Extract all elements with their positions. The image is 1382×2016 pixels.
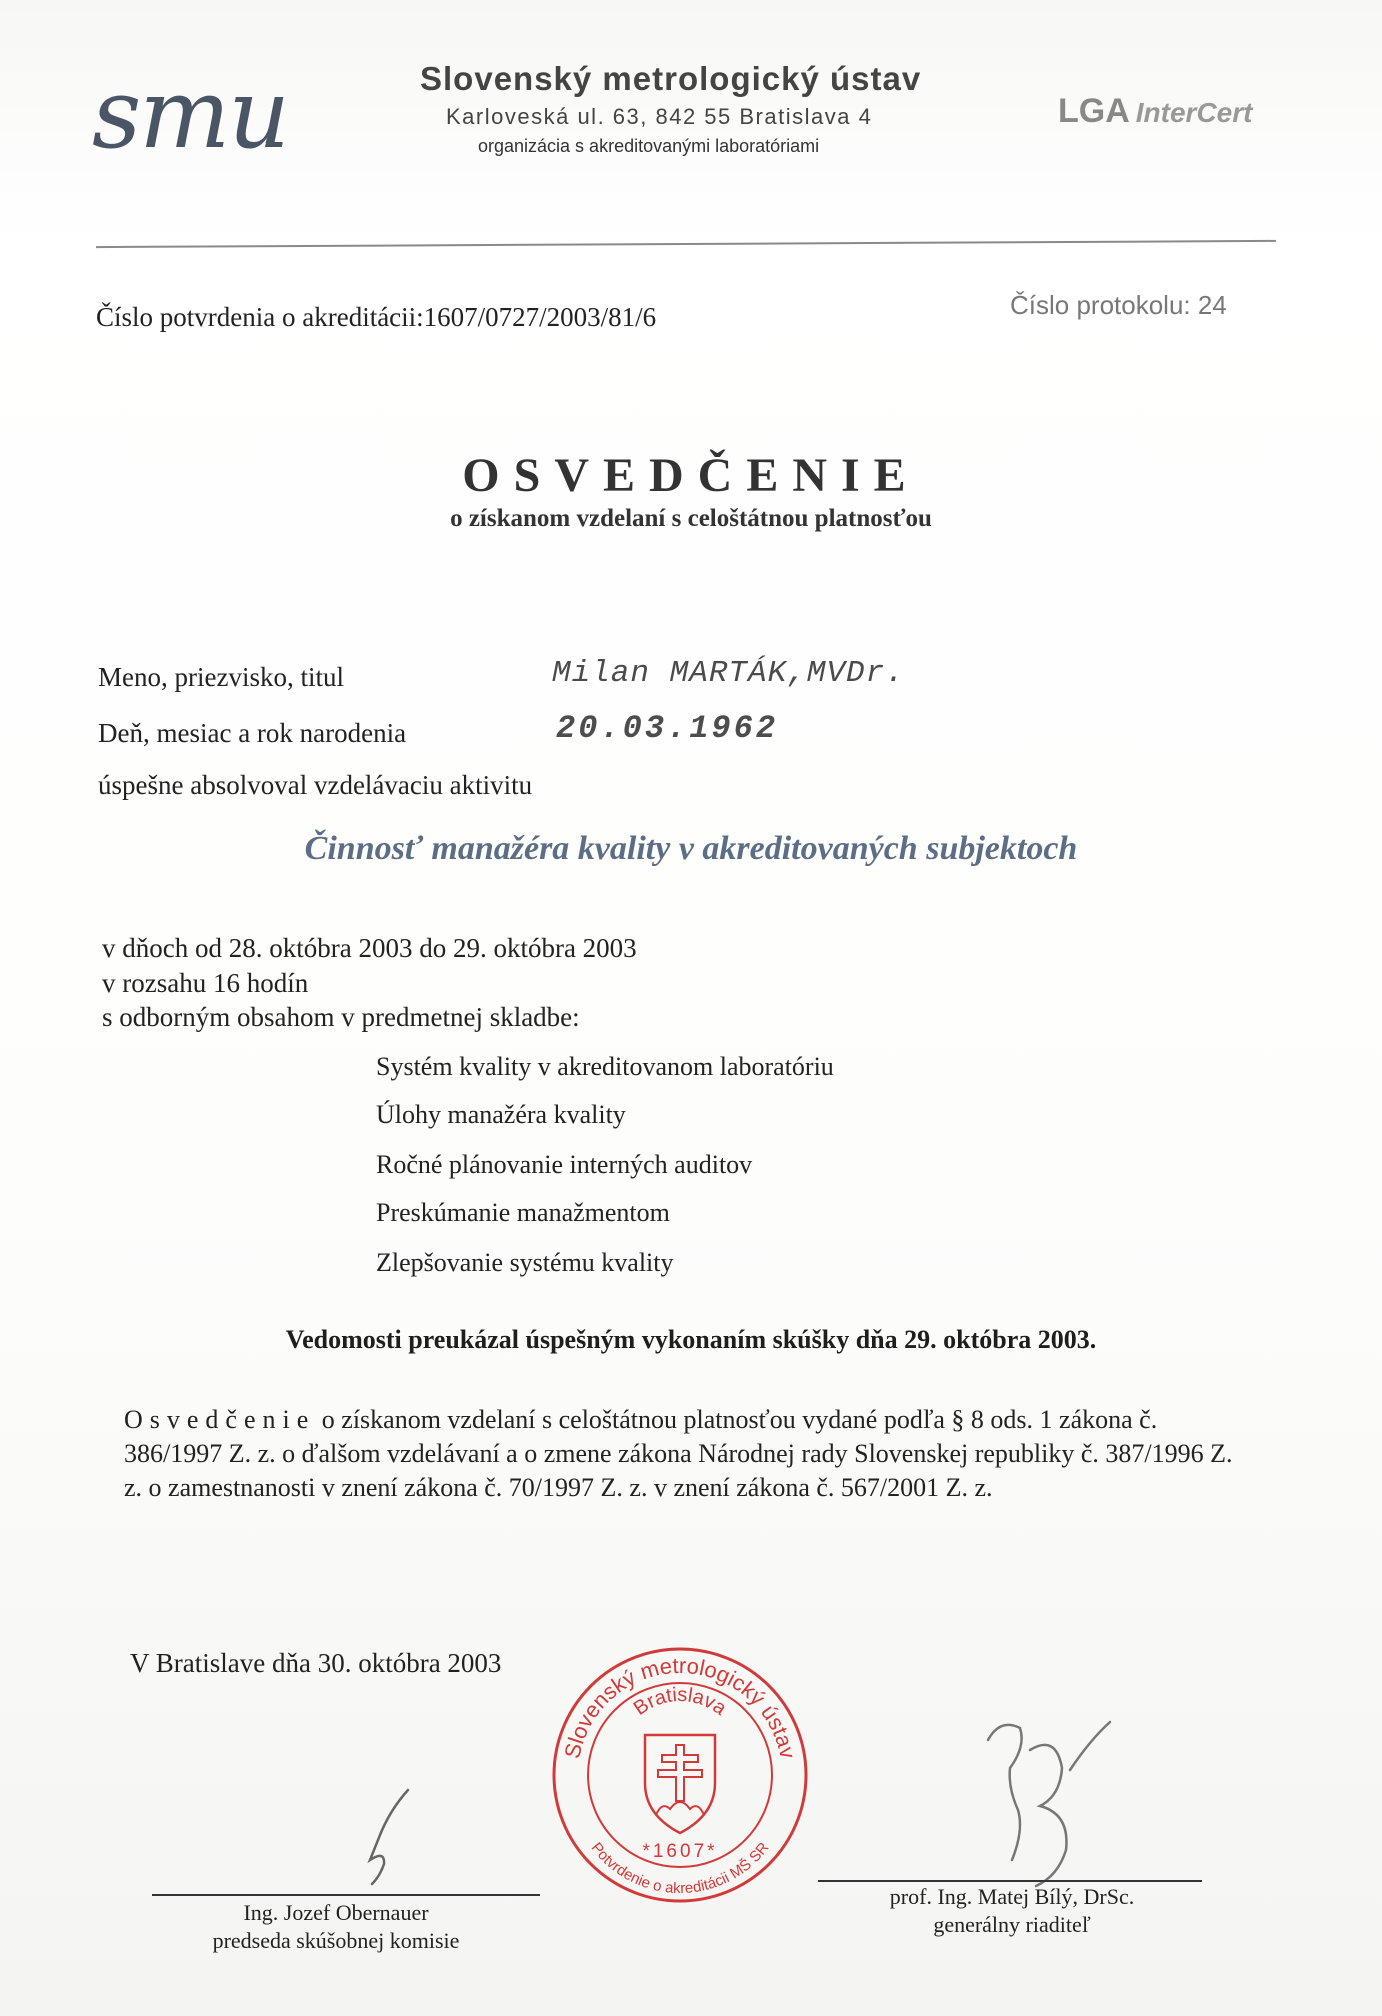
signature-right (960, 1710, 1130, 1900)
signature-left (330, 1780, 440, 1890)
topic-item: Zlepšovanie systému kvality (376, 1248, 674, 1277)
legal-text: o získanom vzdelaní s celoštátnou platnosťou vydané podľa § 8 ods. 1 zákona č. 386/1997 Z. z. o ďalšom vzdelávaní a o zmene zákona Národnej rady Slovenskej republiky č. 387/1996 Z. z. o zamestnanosti v znení zákona č. 70/1997 Z. z. v znení zákona č. 567/2001 Z. z. (124, 1405, 1233, 1502)
org-name: Slovenský metrologický ústav (420, 60, 922, 97)
seal-text-bottom: Potvrdenie o akreditácii MŠ SR (587, 1839, 773, 1898)
signatory-name: Ing. Jozef Obernauer (243, 1900, 429, 1925)
official-seal (548, 1643, 812, 1907)
name-value: Milan MARTÁK,MVDr. (552, 656, 905, 691)
topic-item: Systém kvality v akreditovanom laboratóriu (376, 1052, 834, 1081)
place-date: V Bratislave dňa 30. októbra 2003 (130, 1648, 502, 1678)
accreditation-number: Číslo potvrdenia o akreditácii:1607/0727/2003/81/6 (96, 302, 657, 332)
smu-logo: smu (92, 58, 289, 170)
lga-intercert-logo (1058, 92, 1252, 131)
page-title: OSVEDČENIE (462, 449, 920, 502)
org-note: organizácia s akreditovanými laboratóriami (478, 136, 820, 156)
protocol-number: Číslo protokolu: 24 (1010, 290, 1227, 320)
topic-item: Ročné plánovanie interných auditov (376, 1150, 753, 1179)
name-label: Meno, priezvisko, titul (98, 662, 344, 692)
dob-value: 20.03.1962 (556, 710, 779, 747)
intercert-logo-text: InterCert (1135, 97, 1253, 128)
page-subtitle: o získanom vzdelaní s celoštátnou platnosťou (450, 505, 932, 532)
course-hours: v rozsahu 16 hodín (102, 968, 309, 998)
signature-line-left (152, 1894, 540, 1896)
signatory-role: predseda skúšobnej komisie (212, 1928, 460, 1953)
exam-statement: Vedomosti preukázal úspešným vykonaním skúšky dňa 29. októbra 2003. (285, 1325, 1097, 1354)
seal-number: *1607* (642, 1841, 718, 1862)
legal-paragraph (124, 1403, 1244, 1505)
org-address: Karloveská ul. 63, 842 55 Bratislava 4 (446, 104, 873, 129)
course-dates: v dňoch od 28. októbra 2003 do 29. októbra 2003 (102, 933, 637, 963)
coat-of-arms-icon (645, 1735, 715, 1833)
header-divider (96, 240, 1276, 248)
seal-inner-ring (588, 1683, 772, 1867)
completed-text: úspešne absolvoval vzdelávaciu aktivitu (98, 770, 533, 800)
course-title: Činnosť manažéra kvality v akreditovaných subjektoch (304, 830, 1078, 867)
signatory-name: prof. Ing. Matej Bílý, DrSc. (889, 1884, 1135, 1909)
legal-lead-word: Osvedčenie (124, 1405, 316, 1434)
lga-logo-text: LGA (1058, 92, 1130, 130)
topic-item: Preskúmanie manažmentom (376, 1198, 670, 1227)
dob-label: Deň, mesiac a rok narodenia (98, 718, 407, 748)
signature-line-right (818, 1880, 1202, 1882)
signatory-role: generálny riaditeľ (933, 1912, 1091, 1937)
seal-text-city: Bratislava (629, 1683, 731, 1720)
content-intro: s odborným obsahom v predmetnej skladbe: (102, 1002, 580, 1032)
topic-item: Úlohy manažéra kvality (376, 1100, 626, 1129)
seal-text-top: Slovenský metrologický ústav (559, 1652, 801, 1761)
